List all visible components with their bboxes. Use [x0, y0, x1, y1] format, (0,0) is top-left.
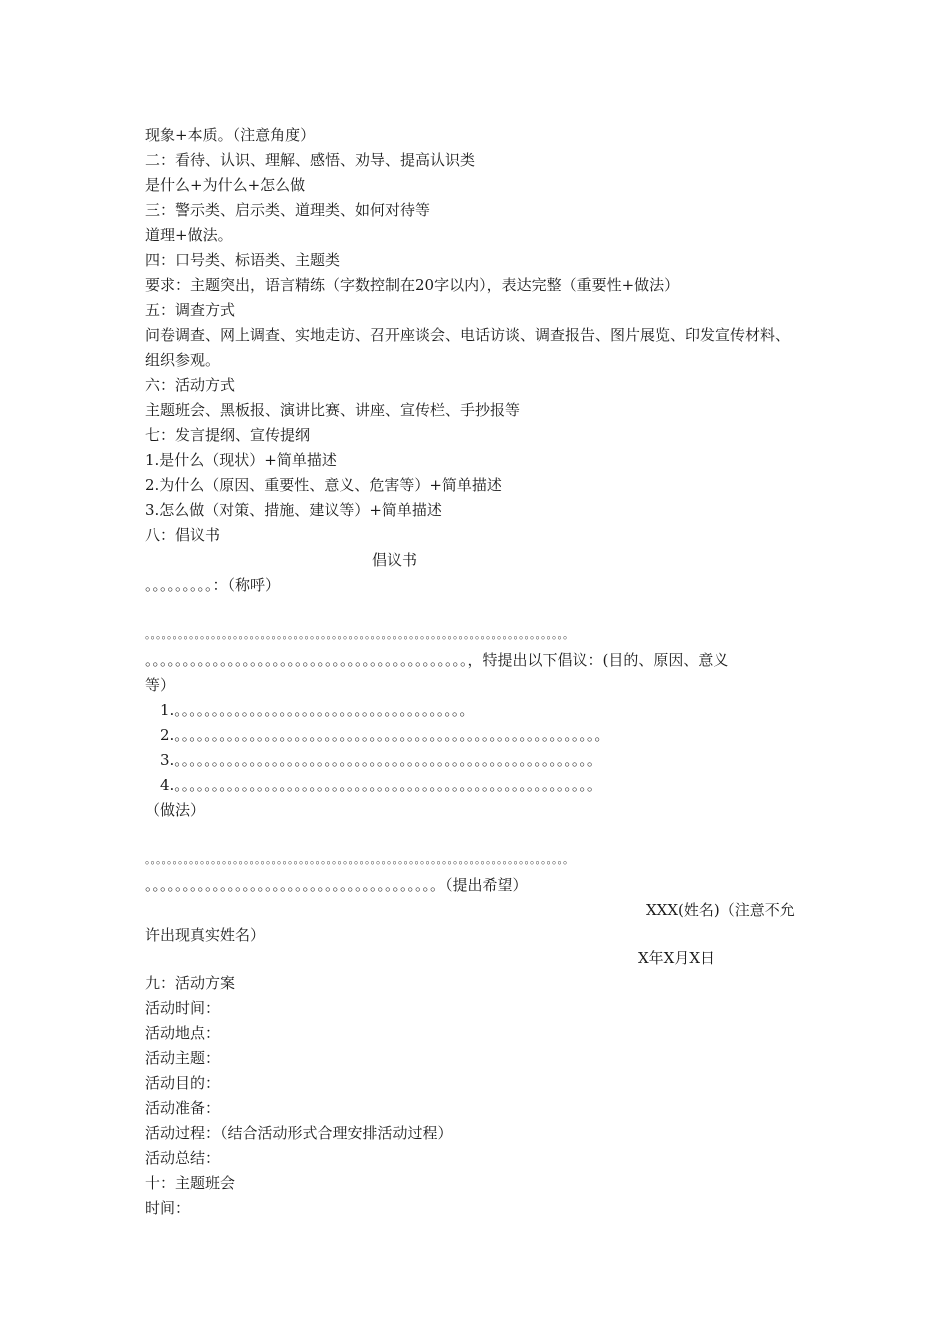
plan-field: 活动地点：	[145, 1024, 221, 1042]
plan-field: 活动准备：	[145, 1099, 221, 1117]
meeting-time: 时间：	[145, 1199, 191, 1217]
meeting-heading: 十：主题班会	[145, 1174, 236, 1192]
text-line: 主题班会、黑板报、演讲比赛、讲座、宣传栏、手抄报等	[145, 401, 521, 419]
letter-closing-dots-end: 。。。。。。。。。。。。。。。。。。。。。。。。。。。。。。。。。。。。。。。（提出希望）	[145, 876, 528, 894]
section-heading: 七：发言提纲、宣传提纲	[145, 426, 311, 444]
section-heading: 八：倡议书	[145, 526, 221, 544]
text-line: 现象+本质。（注意角度）	[145, 126, 316, 144]
plan-field: 活动主题：	[145, 1049, 221, 1067]
plan-field: 活动过程：（结合活动形式合理安排活动过程）	[145, 1124, 453, 1142]
letter-body-dots-end: 。。。。。。。。。。。。。。。。。。。。。。。。。。。。。。。。。。。。。。。。。。。，特提出以下倡议：(目的、原因、意义	[145, 651, 729, 669]
text-line: 是什么+为什么+怎么做	[145, 176, 306, 194]
letter-item: 3.。。。。。。。。。。。。。。。。。。。。。。。。。。。。。。。。。。。。。。。。。。。。。。。。。。。。。。。。	[160, 751, 602, 769]
letter-body-wrap: 等）	[145, 676, 176, 694]
letter-signature-wrap: 许出现真实姓名）	[145, 926, 266, 944]
section-heading: 五：调查方式	[145, 301, 236, 319]
plan-field: 活动总结：	[145, 1149, 221, 1167]
text-line: 2.为什么（原因、重要性、意义、危害等）+简单描述	[145, 476, 502, 494]
letter-date: X年X月X日	[638, 949, 716, 967]
letter-method: （做法）	[145, 801, 206, 819]
letter-body-dots: 。。。。。。。。。。。。。。。。。。。。。。。。。。。。。。。。。。。。。。。。。。。。。。。。。。。。。。。。。。。。。。。。。。。。。。。。。。。。。	[145, 628, 574, 641]
section-heading: 二：看待、认识、理解、感悟、劝导、提高认识类	[145, 151, 476, 169]
section-heading: 六：活动方式	[145, 376, 236, 394]
text-line: 3.怎么做（对策、措施、建议等）+简单描述	[145, 501, 442, 519]
letter-item: 2.。。。。。。。。。。。。。。。。。。。。。。。。。。。。。。。。。。。。。。。。。。。。。。。。。。。。。。。。。	[160, 726, 610, 744]
plan-field: 活动目的：	[145, 1074, 221, 1092]
letter-item: 1.。。。。。。。。。。。。。。。。。。。。。。。。。。。。。。。。。。。。。。。	[160, 701, 475, 719]
text-line: 问卷调查、网上调查、实地走访、召开座谈会、电话访谈、调查报告、图片展览、印发宣传材料、	[145, 326, 791, 344]
letter-title: 倡议书	[372, 551, 418, 569]
letter-salutation: 。。。。。。。。。：（称呼）	[145, 576, 281, 594]
plan-heading: 九：活动方案	[145, 974, 236, 992]
plan-field: 活动时间：	[145, 999, 221, 1017]
text-line: 要求：主题突出，语言精练（字数控制在20字以内），表达完整（重要性+做法）	[145, 276, 680, 294]
letter-signature: XXX(姓名)（注意不允	[646, 901, 795, 919]
text-line: 组织参观。	[145, 351, 221, 369]
text-line: 道理+做法。	[145, 226, 233, 244]
letter-item: 4.。。。。。。。。。。。。。。。。。。。。。。。。。。。。。。。。。。。。。。。。。。。。。。。。。。。。。。。。	[160, 776, 602, 794]
section-heading: 四：口号类、标语类、主题类	[145, 251, 341, 269]
section-heading: 三：警示类、启示类、道理类、如何对待等	[145, 201, 431, 219]
letter-closing-dots: 。。。。。。。。。。。。。。。。。。。。。。。。。。。。。。。。。。。。。。。。。。。。。。。。。。。。。。。。。。。。。。。。。。。。。。。。。。。。。	[145, 853, 574, 866]
text-line: 1.是什么（现状）+简单描述	[145, 451, 337, 469]
